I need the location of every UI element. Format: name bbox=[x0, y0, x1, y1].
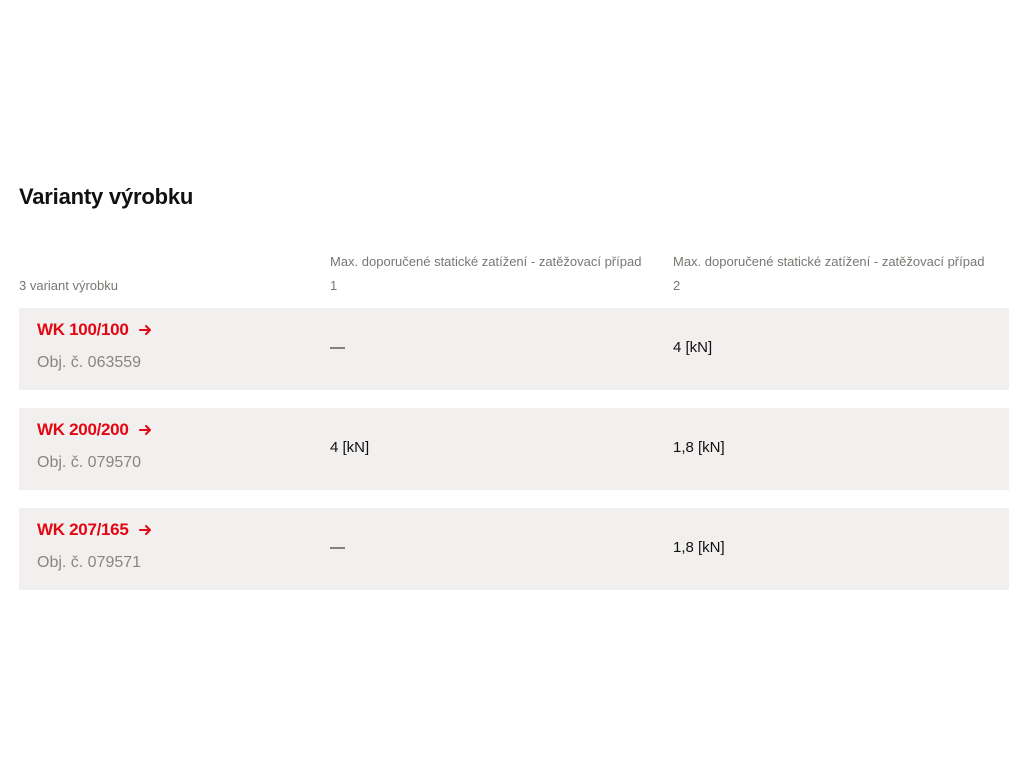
load-case-1-value: — bbox=[330, 539, 345, 556]
order-number: Obj. č. 079571 bbox=[37, 554, 142, 571]
variant-name: WK 200/200 bbox=[37, 420, 129, 439]
load-case-1-value: 4 [kN] bbox=[330, 439, 370, 456]
column-header-case-1: Max. doporučené statické zatížení - zatěžovací případ 1 bbox=[330, 254, 642, 293]
variant-name: WK 100/100 bbox=[37, 320, 129, 339]
table-header bbox=[19, 250, 1009, 302]
table-row bbox=[19, 408, 1009, 490]
load-case-1-value: — bbox=[330, 339, 345, 356]
order-number: Obj. č. 079570 bbox=[37, 454, 142, 471]
order-number: Obj. č. 063559 bbox=[37, 354, 142, 371]
column-header-case-2: Max. doporučené statické zatížení - zatěžovací případ 2 bbox=[673, 254, 985, 293]
load-case-2-value: 1,8 [kN] bbox=[673, 439, 725, 456]
arrow-right-icon bbox=[139, 424, 152, 436]
section-title: Varianty výrobku bbox=[19, 184, 194, 209]
table-row bbox=[19, 508, 1009, 590]
table-row bbox=[19, 308, 1009, 390]
variant-link[interactable] bbox=[37, 420, 152, 440]
arrow-right-icon bbox=[139, 524, 152, 536]
load-case-2-value: 4 [kN] bbox=[673, 339, 713, 356]
variant-link[interactable] bbox=[37, 520, 152, 540]
variant-link[interactable] bbox=[37, 320, 152, 340]
load-case-2-value: 1,8 [kN] bbox=[673, 539, 725, 556]
variant-count: 3 variant výrobku bbox=[19, 278, 118, 293]
arrow-right-icon bbox=[139, 324, 152, 336]
variant-name: WK 207/165 bbox=[37, 520, 129, 539]
